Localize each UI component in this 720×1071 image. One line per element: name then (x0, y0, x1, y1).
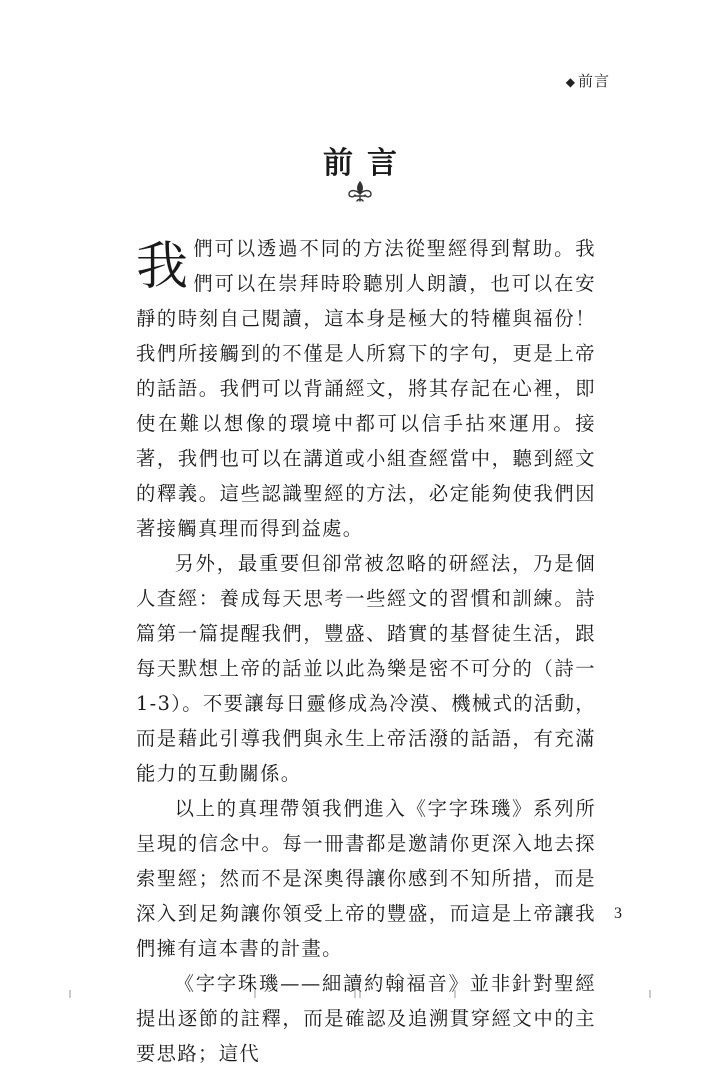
crop-marks (0, 990, 720, 1000)
paragraph-1-text: 們可以透過不同的方法從聖經得到幫助。我們可以在崇拜時聆聽別人朗讀，也可以在安靜的時刻自己閱讀，這本身是極大的特權與福份！我們所接觸到的不僅是人所寫下的字句，更是上帝的話語。我們可以背誦經文，將其存記在心裡，即使在難以想像的環境中都可以信手拈來運用。接著，我們也可以在講道或小組查經當中，聽到經文的釋義。這些認識聖經的方法，必定能夠使我們因著接觸真理而得到益處。 (136, 237, 596, 540)
paragraph-2: 另外，最重要但卻常被忽略的研經法，乃是個人查經：養成每天思考一些經文的習慣和訓練。詩篇第一篇提醒我們，豐盛、踏實的基督徒生活，跟每天默想上帝的話並以此為樂是密不可分的（詩一1-3）。不要讓每日靈修成為冷漠、機械式的活動，而是藉此引導我們與永生上帝活潑的話語，有充滿能力的互動關係。 (136, 552, 596, 785)
paragraph-4: 《字字珠璣——細讀約翰福音》並非針對聖經提出逐節的註釋，而是確認及追溯貫穿經文中的主要思路；這代 (136, 972, 596, 1065)
page-number: 3 (614, 905, 622, 922)
running-header-section: 前言 (577, 72, 610, 90)
diamond-icon: ◆ (565, 75, 576, 89)
drop-cap: 我 (136, 237, 190, 297)
running-header (566, 70, 610, 91)
body-text (136, 231, 596, 1071)
paragraph-1 (136, 231, 596, 546)
chapter-title: 前言 (323, 146, 411, 181)
paragraph-3: 以上的真理帶領我們進入《字字珠璣》系列所呈現的信念中。每一冊書都是邀請你更深入地去探索聖經；然而不是深奧得讓你感到不知所措，而是深入到足夠讓你領受上帝的豐盛，而這是上帝讓我們擁有這本書的計畫。 (136, 797, 596, 960)
fleur-de-lis-icon (344, 180, 376, 204)
